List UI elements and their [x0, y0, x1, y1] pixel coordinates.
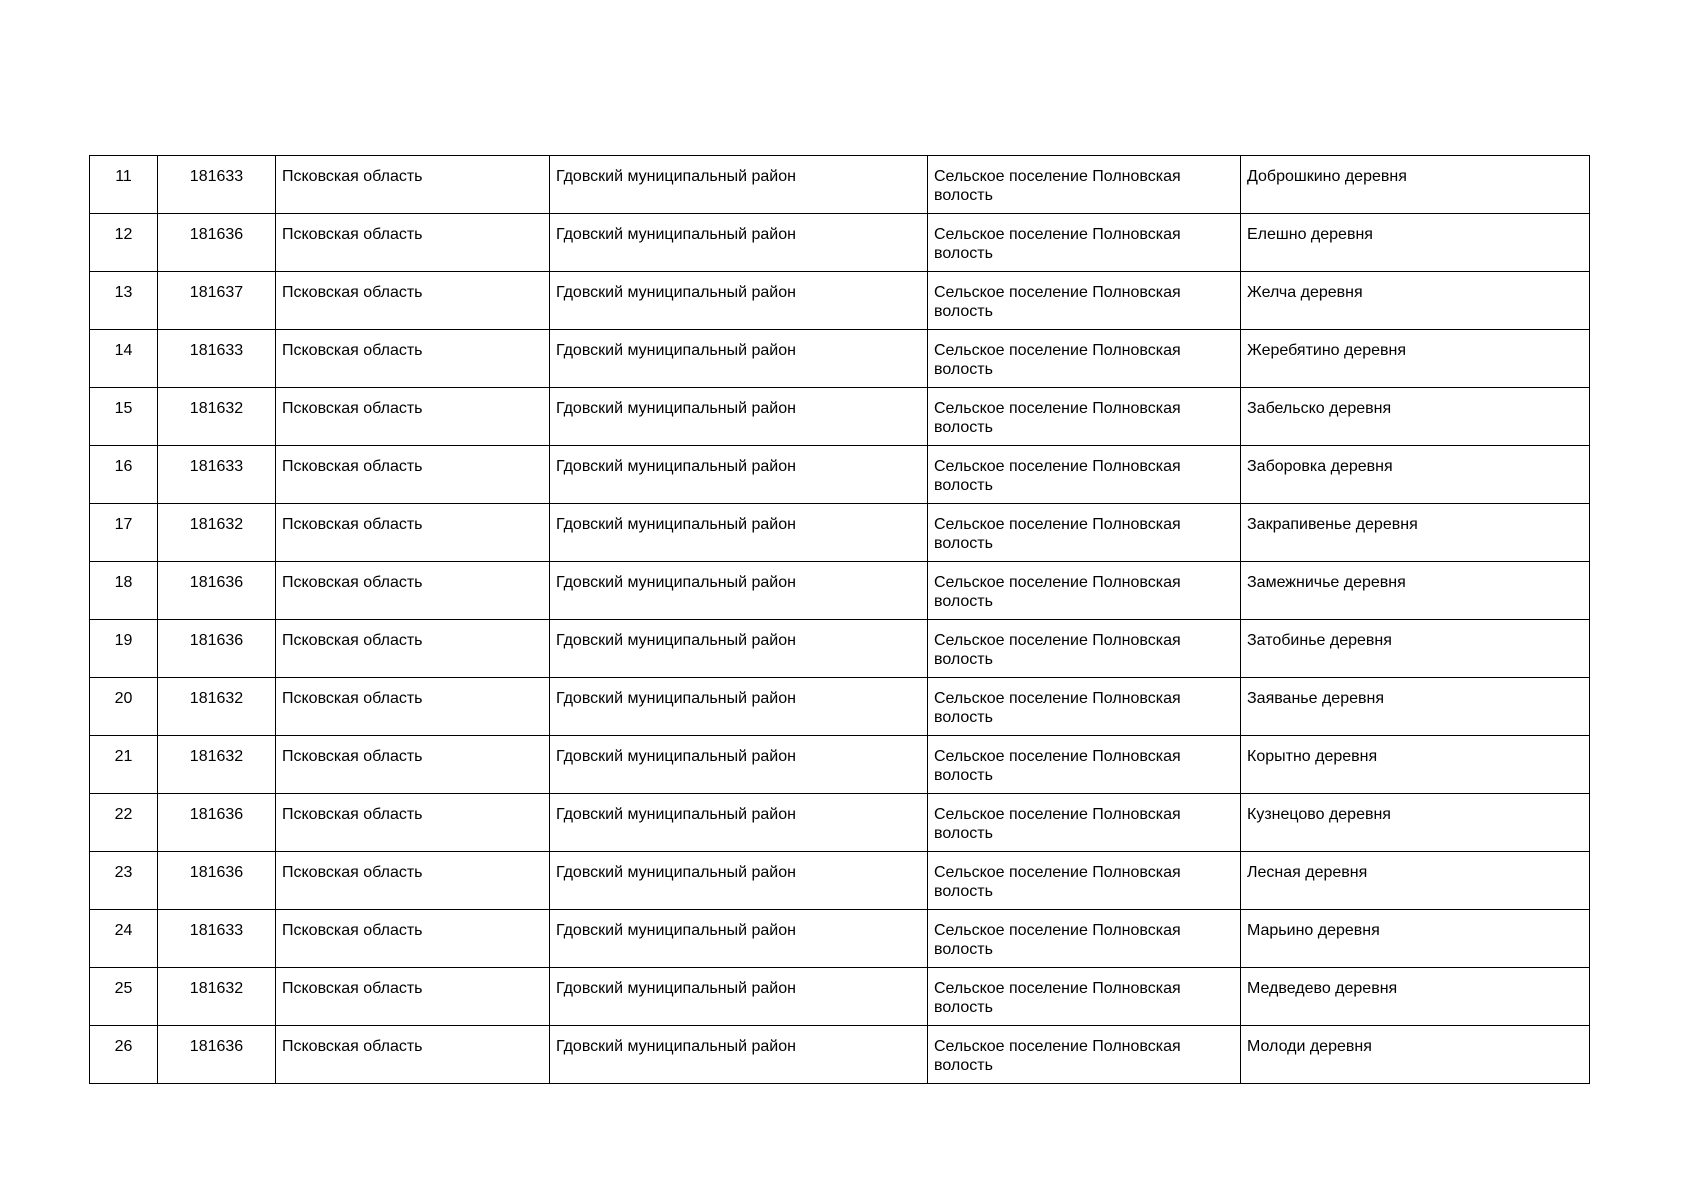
- region-cell: [276, 214, 550, 272]
- settlement-cell: [928, 214, 1241, 272]
- row-number-cell-text: 23: [114, 864, 133, 881]
- region-cell-text: Псковская область: [282, 458, 423, 475]
- postal-code-cell-text: 181637: [189, 284, 244, 301]
- region-cell: [276, 794, 550, 852]
- settlement-cell-text: Сельское поселение Полновская волость: [934, 922, 1181, 958]
- row-number-cell: [90, 794, 158, 852]
- locality-cell-text: Заборовка деревня: [1247, 458, 1393, 475]
- postal-code-cell-text: 181633: [189, 168, 244, 185]
- region-cell-text: Псковская область: [282, 806, 423, 823]
- postal-code-cell: [158, 214, 276, 272]
- settlements-table: [89, 155, 1590, 1084]
- postal-code-cell-text: 181636: [189, 806, 244, 823]
- row-number-cell-text: 15: [114, 400, 133, 417]
- row-number-cell-text: 20: [114, 690, 133, 707]
- region-cell: [276, 910, 550, 968]
- row-number-cell-text: 26: [114, 1038, 133, 1055]
- row-number-cell: [90, 736, 158, 794]
- settlement-cell: [928, 272, 1241, 330]
- row-number-cell: [90, 1026, 158, 1084]
- locality-cell-text: Закрапивенье деревня: [1247, 516, 1418, 533]
- postal-code-cell: [158, 388, 276, 446]
- district-cell-text: Гдовский муниципальный район: [556, 226, 796, 243]
- settlement-cell: [928, 330, 1241, 388]
- region-cell-text: Псковская область: [282, 1038, 423, 1055]
- locality-cell-text: Желча деревня: [1247, 284, 1363, 301]
- table-row: [90, 388, 1590, 446]
- district-cell: [550, 562, 928, 620]
- settlement-cell: [928, 504, 1241, 562]
- table-row: [90, 272, 1590, 330]
- region-cell-text: Псковская область: [282, 864, 423, 881]
- locality-cell-text: Лесная деревня: [1247, 864, 1368, 881]
- region-cell: [276, 388, 550, 446]
- settlement-cell: [928, 910, 1241, 968]
- postal-code-cell-text: 181636: [189, 632, 244, 649]
- table-body: [90, 156, 1590, 1084]
- postal-code-cell: [158, 562, 276, 620]
- locality-cell: [1241, 446, 1590, 504]
- locality-cell-text: Жеребятино деревня: [1247, 342, 1407, 359]
- locality-cell: [1241, 504, 1590, 562]
- locality-cell-text: Корытно деревня: [1247, 748, 1378, 765]
- region-cell: [276, 968, 550, 1026]
- table-row: [90, 214, 1590, 272]
- postal-code-cell-text: 181636: [189, 864, 244, 881]
- settlement-cell-text: Сельское поселение Полновская волость: [934, 168, 1181, 204]
- settlement-cell: [928, 1026, 1241, 1084]
- locality-cell-text: Медведево деревня: [1247, 980, 1398, 997]
- locality-cell: [1241, 214, 1590, 272]
- locality-cell: [1241, 1026, 1590, 1084]
- postal-code-cell-text: 181633: [189, 922, 244, 939]
- row-number-cell: [90, 446, 158, 504]
- region-cell: [276, 504, 550, 562]
- district-cell: [550, 620, 928, 678]
- region-cell-text: Псковская область: [282, 980, 423, 997]
- postal-code-cell-text: 181633: [189, 458, 244, 475]
- settlement-cell: [928, 446, 1241, 504]
- settlement-cell-text: Сельское поселение Полновская волость: [934, 748, 1181, 784]
- locality-cell-text: Молоди деревня: [1247, 1038, 1372, 1055]
- postal-code-cell: [158, 330, 276, 388]
- row-number-cell-text: 24: [114, 922, 133, 939]
- locality-cell: [1241, 794, 1590, 852]
- region-cell-text: Псковская область: [282, 922, 423, 939]
- district-cell-text: Гдовский муниципальный район: [556, 1038, 796, 1055]
- locality-cell: [1241, 562, 1590, 620]
- region-cell-text: Псковская область: [282, 284, 423, 301]
- region-cell: [276, 446, 550, 504]
- settlement-cell: [928, 736, 1241, 794]
- settlement-cell: [928, 156, 1241, 214]
- table-row: [90, 562, 1590, 620]
- postal-code-cell: [158, 156, 276, 214]
- settlement-cell: [928, 678, 1241, 736]
- postal-code-cell-text: 181636: [189, 1038, 244, 1055]
- locality-cell: [1241, 388, 1590, 446]
- settlement-cell: [928, 388, 1241, 446]
- row-number-cell: [90, 910, 158, 968]
- region-cell-text: Псковская область: [282, 690, 423, 707]
- district-cell: [550, 910, 928, 968]
- district-cell: [550, 214, 928, 272]
- postal-code-cell-text: 181633: [189, 342, 244, 359]
- district-cell: [550, 968, 928, 1026]
- settlement-cell-text: Сельское поселение Полновская волость: [934, 632, 1181, 668]
- region-cell-text: Псковская область: [282, 748, 423, 765]
- row-number-cell: [90, 620, 158, 678]
- table-row: [90, 678, 1590, 736]
- district-cell: [550, 794, 928, 852]
- locality-cell: [1241, 852, 1590, 910]
- settlement-cell-text: Сельское поселение Полновская волость: [934, 284, 1181, 320]
- district-cell: [550, 156, 928, 214]
- row-number-cell-text: 11: [115, 168, 132, 185]
- settlement-cell-text: Сельское поселение Полновская волость: [934, 864, 1181, 900]
- district-cell: [550, 504, 928, 562]
- table-row: [90, 446, 1590, 504]
- district-cell-text: Гдовский муниципальный район: [556, 980, 796, 997]
- row-number-cell-text: 16: [114, 458, 133, 475]
- postal-code-cell: [158, 446, 276, 504]
- row-number-cell-text: 21: [114, 748, 133, 765]
- row-number-cell: [90, 388, 158, 446]
- row-number-cell-text: 12: [114, 226, 133, 243]
- postal-code-cell-text: 181632: [189, 748, 244, 765]
- postal-code-cell: [158, 910, 276, 968]
- settlement-cell-text: Сельское поселение Полновская волость: [934, 516, 1181, 552]
- district-cell-text: Гдовский муниципальный район: [556, 284, 796, 301]
- table-row: [90, 504, 1590, 562]
- district-cell-text: Гдовский муниципальный район: [556, 748, 796, 765]
- locality-cell: [1241, 736, 1590, 794]
- postal-code-cell: [158, 736, 276, 794]
- district-cell-text: Гдовский муниципальный район: [556, 342, 796, 359]
- row-number-cell-text: 13: [114, 284, 133, 301]
- row-number-cell: [90, 562, 158, 620]
- postal-code-cell-text: 181632: [189, 690, 244, 707]
- table-row: [90, 852, 1590, 910]
- settlement-cell-text: Сельское поселение Полновская волость: [934, 1038, 1181, 1074]
- locality-cell: [1241, 330, 1590, 388]
- settlement-cell-text: Сельское поселение Полновская волость: [934, 690, 1181, 726]
- table-row: [90, 910, 1590, 968]
- district-cell-text: Гдовский муниципальный район: [556, 574, 796, 591]
- settlement-cell: [928, 620, 1241, 678]
- district-cell-text: Гдовский муниципальный район: [556, 458, 796, 475]
- district-cell-text: Гдовский муниципальный район: [556, 400, 796, 417]
- row-number-cell: [90, 156, 158, 214]
- settlement-cell-text: Сельское поселение Полновская волость: [934, 806, 1181, 842]
- region-cell: [276, 678, 550, 736]
- postal-code-cell: [158, 852, 276, 910]
- settlement-cell-text: Сельское поселение Полновская волость: [934, 400, 1181, 436]
- postal-code-cell: [158, 1026, 276, 1084]
- postal-code-cell: [158, 968, 276, 1026]
- row-number-cell-text: 22: [114, 806, 133, 823]
- settlement-cell-text: Сельское поселение Полновская волость: [934, 980, 1181, 1016]
- postal-code-cell-text: 181632: [189, 980, 244, 997]
- district-cell: [550, 272, 928, 330]
- region-cell: [276, 330, 550, 388]
- locality-cell-text: Заяванье деревня: [1247, 690, 1384, 707]
- region-cell: [276, 620, 550, 678]
- district-cell: [550, 388, 928, 446]
- row-number-cell-text: 25: [114, 980, 133, 997]
- district-cell-text: Гдовский муниципальный район: [556, 632, 796, 649]
- settlement-cell: [928, 562, 1241, 620]
- settlement-cell-text: Сельское поселение Полновская волость: [934, 342, 1181, 378]
- district-cell: [550, 446, 928, 504]
- row-number-cell: [90, 272, 158, 330]
- settlement-cell: [928, 794, 1241, 852]
- table-row: [90, 156, 1590, 214]
- region-cell: [276, 562, 550, 620]
- district-cell: [550, 1026, 928, 1084]
- settlement-cell-text: Сельское поселение Полновская волость: [934, 226, 1181, 262]
- district-cell: [550, 736, 928, 794]
- locality-cell: [1241, 678, 1590, 736]
- region-cell: [276, 852, 550, 910]
- district-cell-text: Гдовский муниципальный район: [556, 806, 796, 823]
- locality-cell-text: Доброшкино деревня: [1247, 168, 1407, 185]
- postal-code-cell-text: 181632: [189, 400, 244, 417]
- postal-code-cell-text: 181636: [189, 226, 244, 243]
- table-row: [90, 794, 1590, 852]
- table-row: [90, 736, 1590, 794]
- postal-code-cell: [158, 504, 276, 562]
- postal-code-cell-text: 181632: [189, 516, 244, 533]
- table-row: [90, 620, 1590, 678]
- row-number-cell-text: 14: [114, 342, 133, 359]
- region-cell-text: Псковская область: [282, 226, 423, 243]
- row-number-cell: [90, 214, 158, 272]
- row-number-cell: [90, 330, 158, 388]
- district-cell-text: Гдовский муниципальный район: [556, 864, 796, 881]
- region-cell-text: Псковская область: [282, 632, 423, 649]
- row-number-cell: [90, 852, 158, 910]
- postal-code-cell: [158, 272, 276, 330]
- district-cell-text: Гдовский муниципальный район: [556, 168, 796, 185]
- locality-cell-text: Елешно деревня: [1247, 226, 1373, 243]
- locality-cell-text: Затобинье деревня: [1247, 632, 1392, 649]
- region-cell: [276, 272, 550, 330]
- table-row: [90, 330, 1590, 388]
- locality-cell-text: Забельско деревня: [1247, 400, 1392, 417]
- region-cell: [276, 1026, 550, 1084]
- postal-code-cell: [158, 794, 276, 852]
- table-row: [90, 968, 1590, 1026]
- locality-cell: [1241, 910, 1590, 968]
- row-number-cell-text: 18: [114, 574, 133, 591]
- region-cell-text: Псковская область: [282, 400, 423, 417]
- region-cell: [276, 736, 550, 794]
- locality-cell: [1241, 156, 1590, 214]
- postal-code-cell-text: 181636: [189, 574, 244, 591]
- postal-code-cell: [158, 620, 276, 678]
- locality-cell: [1241, 620, 1590, 678]
- locality-cell-text: Марьино деревня: [1247, 922, 1380, 939]
- row-number-cell-text: 17: [114, 516, 133, 533]
- row-number-cell: [90, 968, 158, 1026]
- district-cell: [550, 678, 928, 736]
- district-cell-text: Гдовский муниципальный район: [556, 922, 796, 939]
- district-cell-text: Гдовский муниципальный район: [556, 690, 796, 707]
- row-number-cell-text: 19: [114, 632, 133, 649]
- district-cell-text: Гдовский муниципальный район: [556, 516, 796, 533]
- locality-cell-text: Замежничье деревня: [1247, 574, 1406, 591]
- district-cell: [550, 330, 928, 388]
- settlement-cell: [928, 852, 1241, 910]
- region-cell: [276, 156, 550, 214]
- region-cell-text: Псковская область: [282, 168, 423, 185]
- settlement-cell-text: Сельское поселение Полновская волость: [934, 574, 1181, 610]
- settlement-cell: [928, 968, 1241, 1026]
- region-cell-text: Псковская область: [282, 516, 423, 533]
- row-number-cell: [90, 504, 158, 562]
- row-number-cell: [90, 678, 158, 736]
- region-cell-text: Псковская область: [282, 574, 423, 591]
- postal-code-cell: [158, 678, 276, 736]
- locality-cell: [1241, 272, 1590, 330]
- district-cell: [550, 852, 928, 910]
- settlement-cell-text: Сельское поселение Полновская волость: [934, 458, 1181, 494]
- locality-cell: [1241, 968, 1590, 1026]
- region-cell-text: Псковская область: [282, 342, 423, 359]
- table-row: [90, 1026, 1590, 1084]
- locality-cell-text: Кузнецово деревня: [1247, 806, 1391, 823]
